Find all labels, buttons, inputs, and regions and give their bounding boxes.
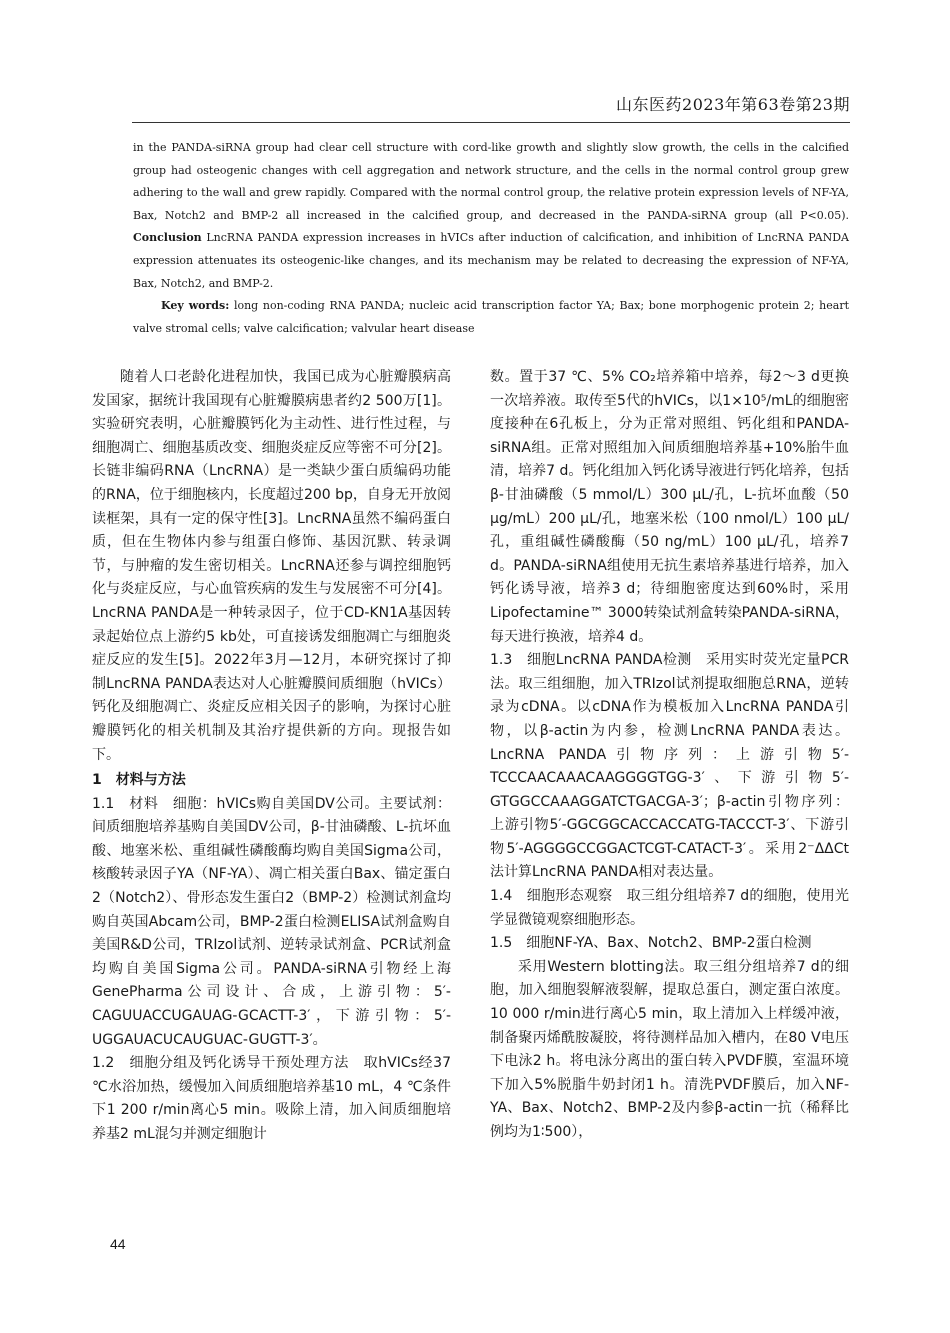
keywords-text: long non-coding RNA PANDA; nucleic acid transcription factor YA; Bax; bone morphogenic protein 2; heart valve stromal cells; valve calcification; valvular heart disease — [133, 299, 849, 335]
keywords — [133, 295, 849, 340]
right-column — [490, 366, 849, 1145]
section-1-3: 1.3 细胞LncRNA PANDA检测 采用实时荧光定量PCR法。取三组细胞，加入TRIzol试剂提取细胞总RNA，逆转录为cDNA。以cDNA作为模板加入LncRNA PANDA引物，以β-actin为内参，检测LncRNA PANDA表达。LncRNA PANDA引物序列：上游引物5′-TCCCAACAAACAAGGGGTGG-3′、下游引物5′-GTGGCCAAAGGATCTGACGA-3′；β-actin引物序列：上游引物5′-GGCGGCACCACCATG-TACCCT-3′、下游引物5′-AGGGGCCGGACTCGT-CATACT-3′。采用2⁻ΔΔCt法计算LncRNA PANDA相对表达量。 — [490, 652, 849, 881]
continued-paragraph: 数。置于37 ℃、5% CO₂培养箱中培养，每2～3 d更换一次培养液。取传至5代的hVICs，以1×10⁵/mL的细胞密度接种在6孔板上，分为正常对照组、钙化组和PANDA-siRNA组。正常对照组加入间质细胞培养基+10%胎牛血清，培养7 d。钙化组加入钙化诱导液进行钙化培养，包括β-甘油磷酸（5 mmol/L）300 μL/孔，L-抗坏血酸（50 μg/mL）200 μL/孔，地塞米松（100 nmol/L）100 μL/孔，重组碱性磷酸酶（50 ng/mL）100 μL/孔，培养7 d。PANDA-siRNA组使用无抗生素培养基进行培养，加入钙化诱导液，培养3 d；待细胞密度达到60%时，采用Lipofectamine™ 3000转染试剂盒转染PANDA-siRNA，每天进行换液，培养4 d。 — [490, 369, 849, 645]
abstract-text: in the PANDA-siRNA group had clear cell structure with cord-like growth and slightly slow growth, the cells in the calcified group had osteogenic changes with cell aggregation and network structure, and the cells in the normal control group grew adhering to the wall and grew rapidly. Compared with the normal control group, the relative protein expression levels of NF-YA, Bax, Notch2 and BMP-2 all increased in the calcified group, and decreased in the PANDA-siRNA group (all P<0.05). — [133, 141, 849, 222]
section-1-1: 1.1 材料 细胞：hVICs购自美国DV公司。主要试剂：间质细胞培养基购自美国DV公司，β-甘油磷酸、L-抗坏血酸、地塞米松、重组碱性磷酸酶均购自美国Sigma公司，核酸转录因子YA（NF-YA）、凋亡相关蛋白Bax、锚定蛋白2（Notch2）、骨形态发生蛋白2（BMP-2）检测试剂盒均购自英国Abcam公司，BMP-2蛋白检测ELISA试剂盒购自美国R&D公司，TRIzol试剂、逆转录试剂盒、PCR试剂盒均购自美国Sigma公司。PANDA-siRNA引物经上海GenePharma公司设计、合成，上游引物：5′-CAGUUACCUGAUAG-GCACTT-3′，下游引物：5′-UGGAUACUCAUGUAC-GUGTT-3′。 — [92, 795, 451, 1048]
section-1-heading: 1 材料与方法 — [92, 772, 186, 789]
section-1-5-title: 1.5 细胞NF-YA、Bax、Notch2、BMP-2蛋白检测 — [490, 935, 812, 952]
section-1-5-body: 采用Western blotting法。取三组分组培养7 d的细胞，加入细胞裂解液裂解，提取总蛋白，测定蛋白浓度。10 000 r/min进行离心5 min，取上清加入上样缓冲液，制备聚丙烯酰胺凝胶，将待测样品加入槽内，在80 V电压下电泳2 h。将电泳分离出的蛋白转入PVDF膜，室温环境下加入5%脱脂牛奶封闭1 h。清洗PVDF膜后，加入NF-YA、Bax、Notch2、BMP-2及内参β-actin一抗（稀释比例均为1∶500）， — [490, 958, 849, 1140]
left-column — [92, 366, 451, 1147]
abstract-block — [133, 137, 849, 340]
journal-header: 山东医药2023年第63卷第23期 — [616, 95, 850, 114]
conclusion-text: LncRNA PANDA expression increases in hVICs after induction of calcification, and inhibition of LncRNA PANDA expression attenuates its osteogenic-like changes, and its mechanism may be related to decreasing the expression of NF-YA, Bax, Notch2, and BMP-2. — [133, 231, 849, 290]
section-1-4: 1.4 细胞形态观察 取三组分组培养7 d的细胞，使用光学显微镜观察细胞形态。 — [490, 888, 849, 928]
intro-paragraph: 随着人口老龄化进程加快，我国已成为心脏瓣膜病高发国家，据统计我国现有心脏瓣膜病患者约2 500万[1]。实验研究表明，心脏瓣膜钙化为主动性、进行性过程，与细胞凋亡、细胞基质改变、细胞炎症反应等密不可分[2]。长链非编码RNA（LncRNA）是一类缺少蛋白质编码功能的RNA，位于细胞核内，长度超过200 bp，自身无开放阅读框架，具有一定的保守性[3]。LncRNA虽然不编码蛋白质，但在生物体内参与组蛋白修饰、基因沉默、转录调节，与肿瘤的发生密切相关。LncRNA还参与调控细胞钙化与炎症反应，与心血管疾病的发生与发展密不可分[4]。LncRNA PANDA是一种转录因子，位于CD-KN1A基因转录起始位点上游约5 kb处，可直接诱发细胞凋亡与细胞炎症反应的发生[5]。2022年3月—12月，本研究探讨了抑制LncRNA PANDA表达对人心脏瓣膜间质细胞（hVICs）钙化及细胞凋亡、炎症反应相关因子的影响，为探讨心脏瓣膜钙化的相关机制及其治疗提供新的方向。现报告如下。 — [92, 369, 451, 763]
page-number: 44 — [110, 1236, 126, 1252]
header-rule — [132, 122, 850, 123]
section-1-2: 1.2 细胞分组及钙化诱导干预处理方法 取hVICs经37 ℃水浴加热，缓慢加入间质细胞培养基10 mL，4 ℃条件下1 200 r/min离心5 min。吸除上清，加入间质细胞培养基2 mL混匀并测定细胞计 — [92, 1055, 451, 1142]
conclusion-label: Conclusion — [133, 231, 202, 245]
keywords-label: Key words: — [161, 299, 230, 313]
